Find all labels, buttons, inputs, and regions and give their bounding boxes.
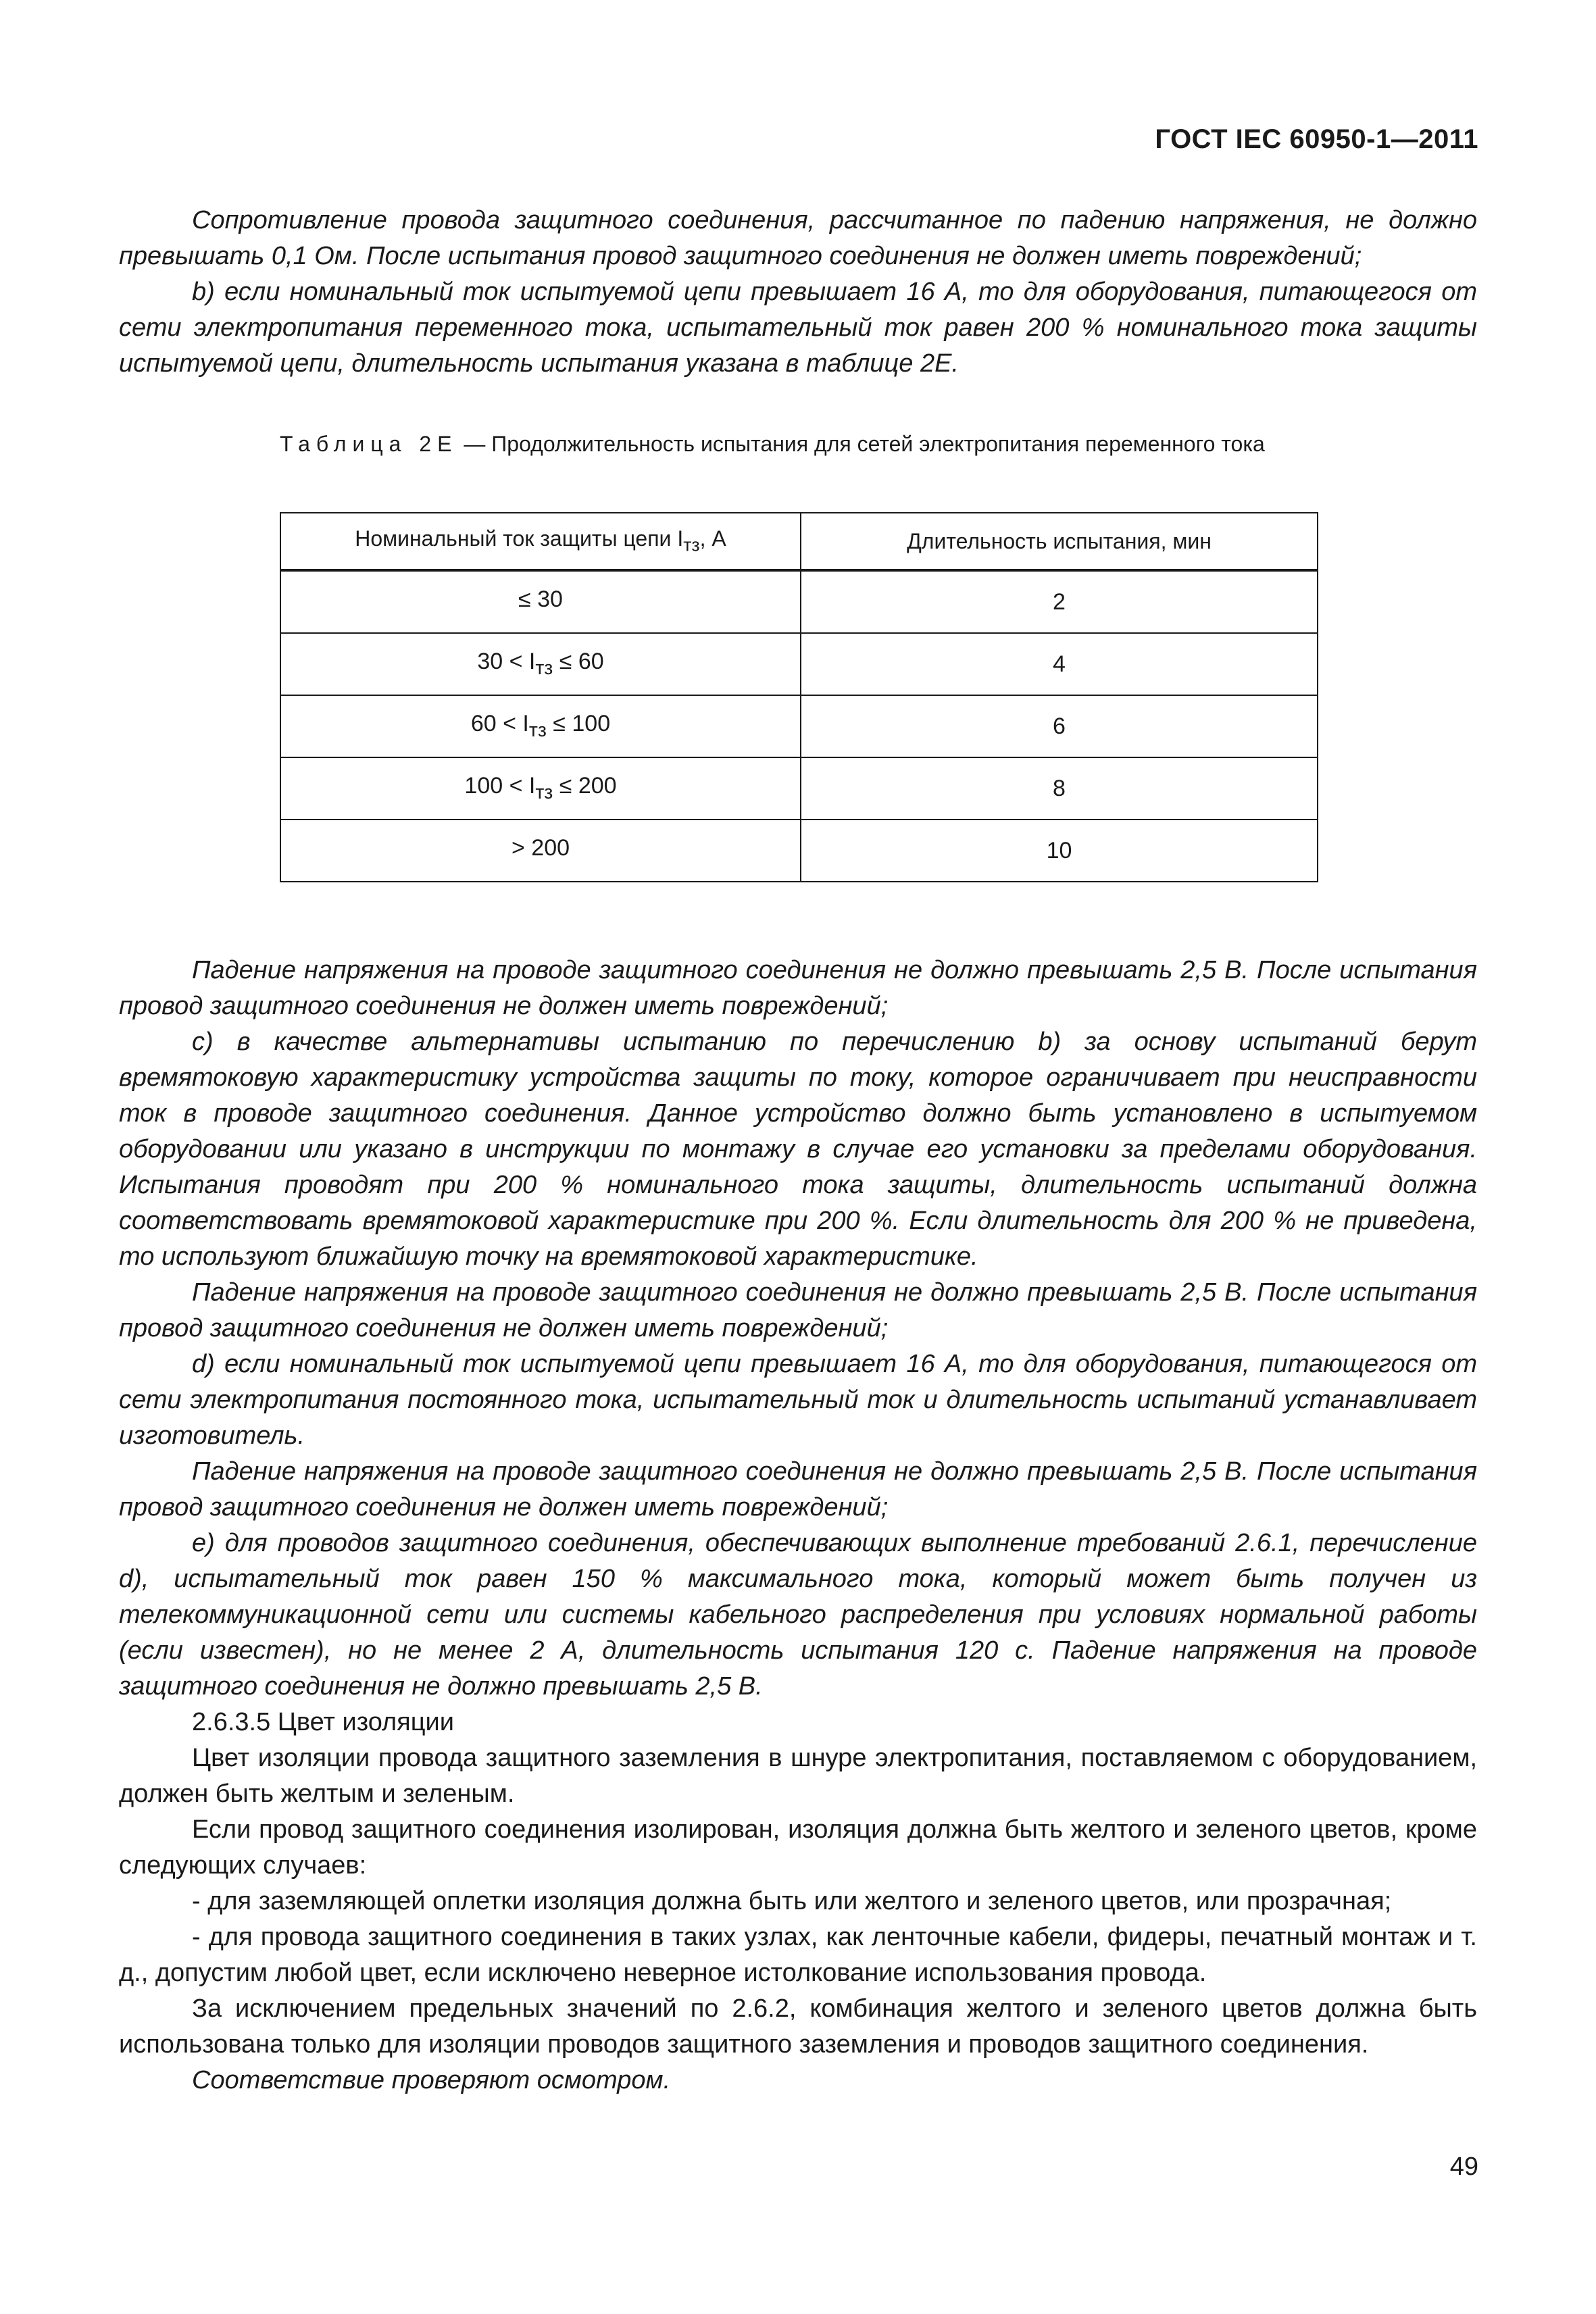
- cell-current-sub: тз: [535, 781, 553, 803]
- table-cell-current: [280, 570, 801, 633]
- paragraph-item-c: c) в качестве альтернативы испытанию по перечислению b) за основу испытаний берут времятоковую характеристику устройства защиты по току, которое ограничивает при неисправности ток в проводе защитного соединения. Данное устройство должно быть установлено в испытуемом оборудовании или указано в инструкции по монтажу в случае его установки за пределами оборудования. Испытания проводят при 200 % номинального тока защиты, длительность испытаний должна соответствовать времятоковой характеристике при 200 %. Если длительность для 200 % не приведена, то используют ближайшую точку на времятоковой характеристике.: [119, 1028, 1477, 1271]
- table-row: [280, 820, 1318, 882]
- document-header-title: ГОСТ IEC 60950-1—2011: [1155, 124, 1478, 154]
- table-row: [280, 695, 1318, 757]
- paragraph-resistance: Сопротивление провода защитного соединения, рассчитанное по падению напряжения, не должно превышать 0,1 Ом. После испытания провод защитного соединения не должен иметь повреждений;: [119, 206, 1477, 270]
- page-number: 49: [1449, 2153, 1478, 2181]
- test-duration-table: [280, 512, 1318, 882]
- table-header-row: [280, 513, 1318, 570]
- cell-current-post: ≤ 200: [553, 773, 617, 799]
- cell-current-post: ≤ 60: [553, 649, 604, 675]
- cell-current-pre: > 200: [511, 835, 570, 861]
- header-current-sub: тз: [683, 534, 700, 555]
- table-row: [280, 633, 1318, 695]
- table-cell-duration: 8: [801, 757, 1318, 820]
- cell-current-sub: тз: [528, 719, 547, 741]
- cell-current-post: ≤ 100: [546, 711, 611, 737]
- table-cell-current: [280, 695, 801, 757]
- paragraph-item-b: b) если номинальный ток испытуемой цепи превышает 16 А, то для оборудования, питающегося от сети электропитания переменного тока, испытательный ток равен 200 % номинального тока защиты испытуемой цепи, длительность испытания указана в таблице 2E.: [119, 278, 1477, 378]
- paragraph-exception: За исключением предельных значений по 2.6.2, комбинация желтого и зеленого цветов должна быть использована только для изоляции проводов защитного заземления и проводов защитного соединения.: [119, 1994, 1477, 2059]
- header-current-unit: , А: [699, 526, 726, 551]
- paragraph-voltage-drop: Падение напряжения на проводе защитного соединения не должно превышать 2,5 В. После испытания провод защитного соединения не должен иметь повреждений;: [119, 956, 1477, 1020]
- cell-current-pre: ≤ 30: [518, 586, 563, 613]
- paragraph-earthing-color: Цвет изоляции провода защитного заземления в шнуре электропитания, поставляемом с оборудованием, должен быть желтым и зеленым.: [119, 1744, 1477, 1808]
- table-header-current: [280, 513, 801, 570]
- table-cell-duration: 6: [801, 695, 1318, 757]
- table-caption-text: — Продолжительность испытания для сетей электропитания переменного тока: [457, 432, 1265, 456]
- paragraph-voltage-drop: Падение напряжения на проводе защитного соединения не должно превышать 2,5 В. После испытания провод защитного соединения не должен иметь повреждений;: [119, 1457, 1477, 1521]
- table-cell-duration: 2: [801, 570, 1318, 633]
- list-item-braid: - для заземляющей оплетки изоляция должна быть или желтого и зеленого цветов, или прозрачная;: [192, 1887, 1392, 1915]
- cell-current-sub: тз: [535, 657, 553, 679]
- table-row: [280, 757, 1318, 820]
- table-header-duration: Длительность испытания, мин: [801, 513, 1318, 570]
- cell-current-pre: 100 < I: [464, 773, 536, 799]
- table-cell-duration: 10: [801, 820, 1318, 882]
- paragraph-item-e: e) для проводов защитного соединения, обеспечивающих выполнение требований 2.6.1, перечисление d), испытательный ток равен 150 % максимального тока, который может быть получен из телекоммуникационной сети или системы кабельного распределения при условиях нормальной работы (если известен), но не менее 2 А, длительность испытания 120 с. Падение напряжения на проводе защитного соединения не должно превышать 2,5 В.: [119, 1529, 1477, 1701]
- cell-current-pre: 30 < I: [477, 649, 536, 675]
- table-row: [280, 570, 1318, 633]
- header-current-text: Номинальный ток защиты цепи I: [355, 526, 684, 551]
- main-text-block: [119, 953, 1477, 2098]
- table-cell-current: [280, 757, 801, 820]
- paragraph-compliance: Соответствие проверяют осмотром.: [192, 2066, 671, 2094]
- table-caption-label: Таблица 2E: [280, 432, 458, 456]
- paragraph-voltage-drop: Падение напряжения на проводе защитного соединения не должно превышать 2,5 В. После испытания провод защитного соединения не должен иметь повреждений;: [119, 1278, 1477, 1342]
- table-cell-current: [280, 633, 801, 695]
- paragraph-bonding-insulation: Если провод защитного соединения изолирован, изоляция должна быть желтого и зеленого цветов, кроме следующих случаев:: [119, 1815, 1477, 1880]
- section-heading-insulation-color: 2.6.3.5 Цвет изоляции: [192, 1708, 454, 1736]
- table-caption: [280, 430, 1320, 458]
- top-text-block: [119, 203, 1477, 382]
- table-cell-current: [280, 820, 801, 882]
- list-item-ribbon-cables: - для провода защитного соединения в таких узлах, как ленточные кабели, фидеры, печатный монтаж и т. д., допустим любой цвет, если исключено неверное истолкование использования провода.: [119, 1923, 1477, 1987]
- paragraph-item-d: d) если номинальный ток испытуемой цепи превышает 16 А, то для оборудования, питающегося от сети электропитания постоянного тока, испытательный ток и длительность испытаний устанавливает изготовитель.: [119, 1350, 1477, 1450]
- table-cell-duration: 4: [801, 633, 1318, 695]
- cell-current-pre: 60 < I: [470, 711, 529, 737]
